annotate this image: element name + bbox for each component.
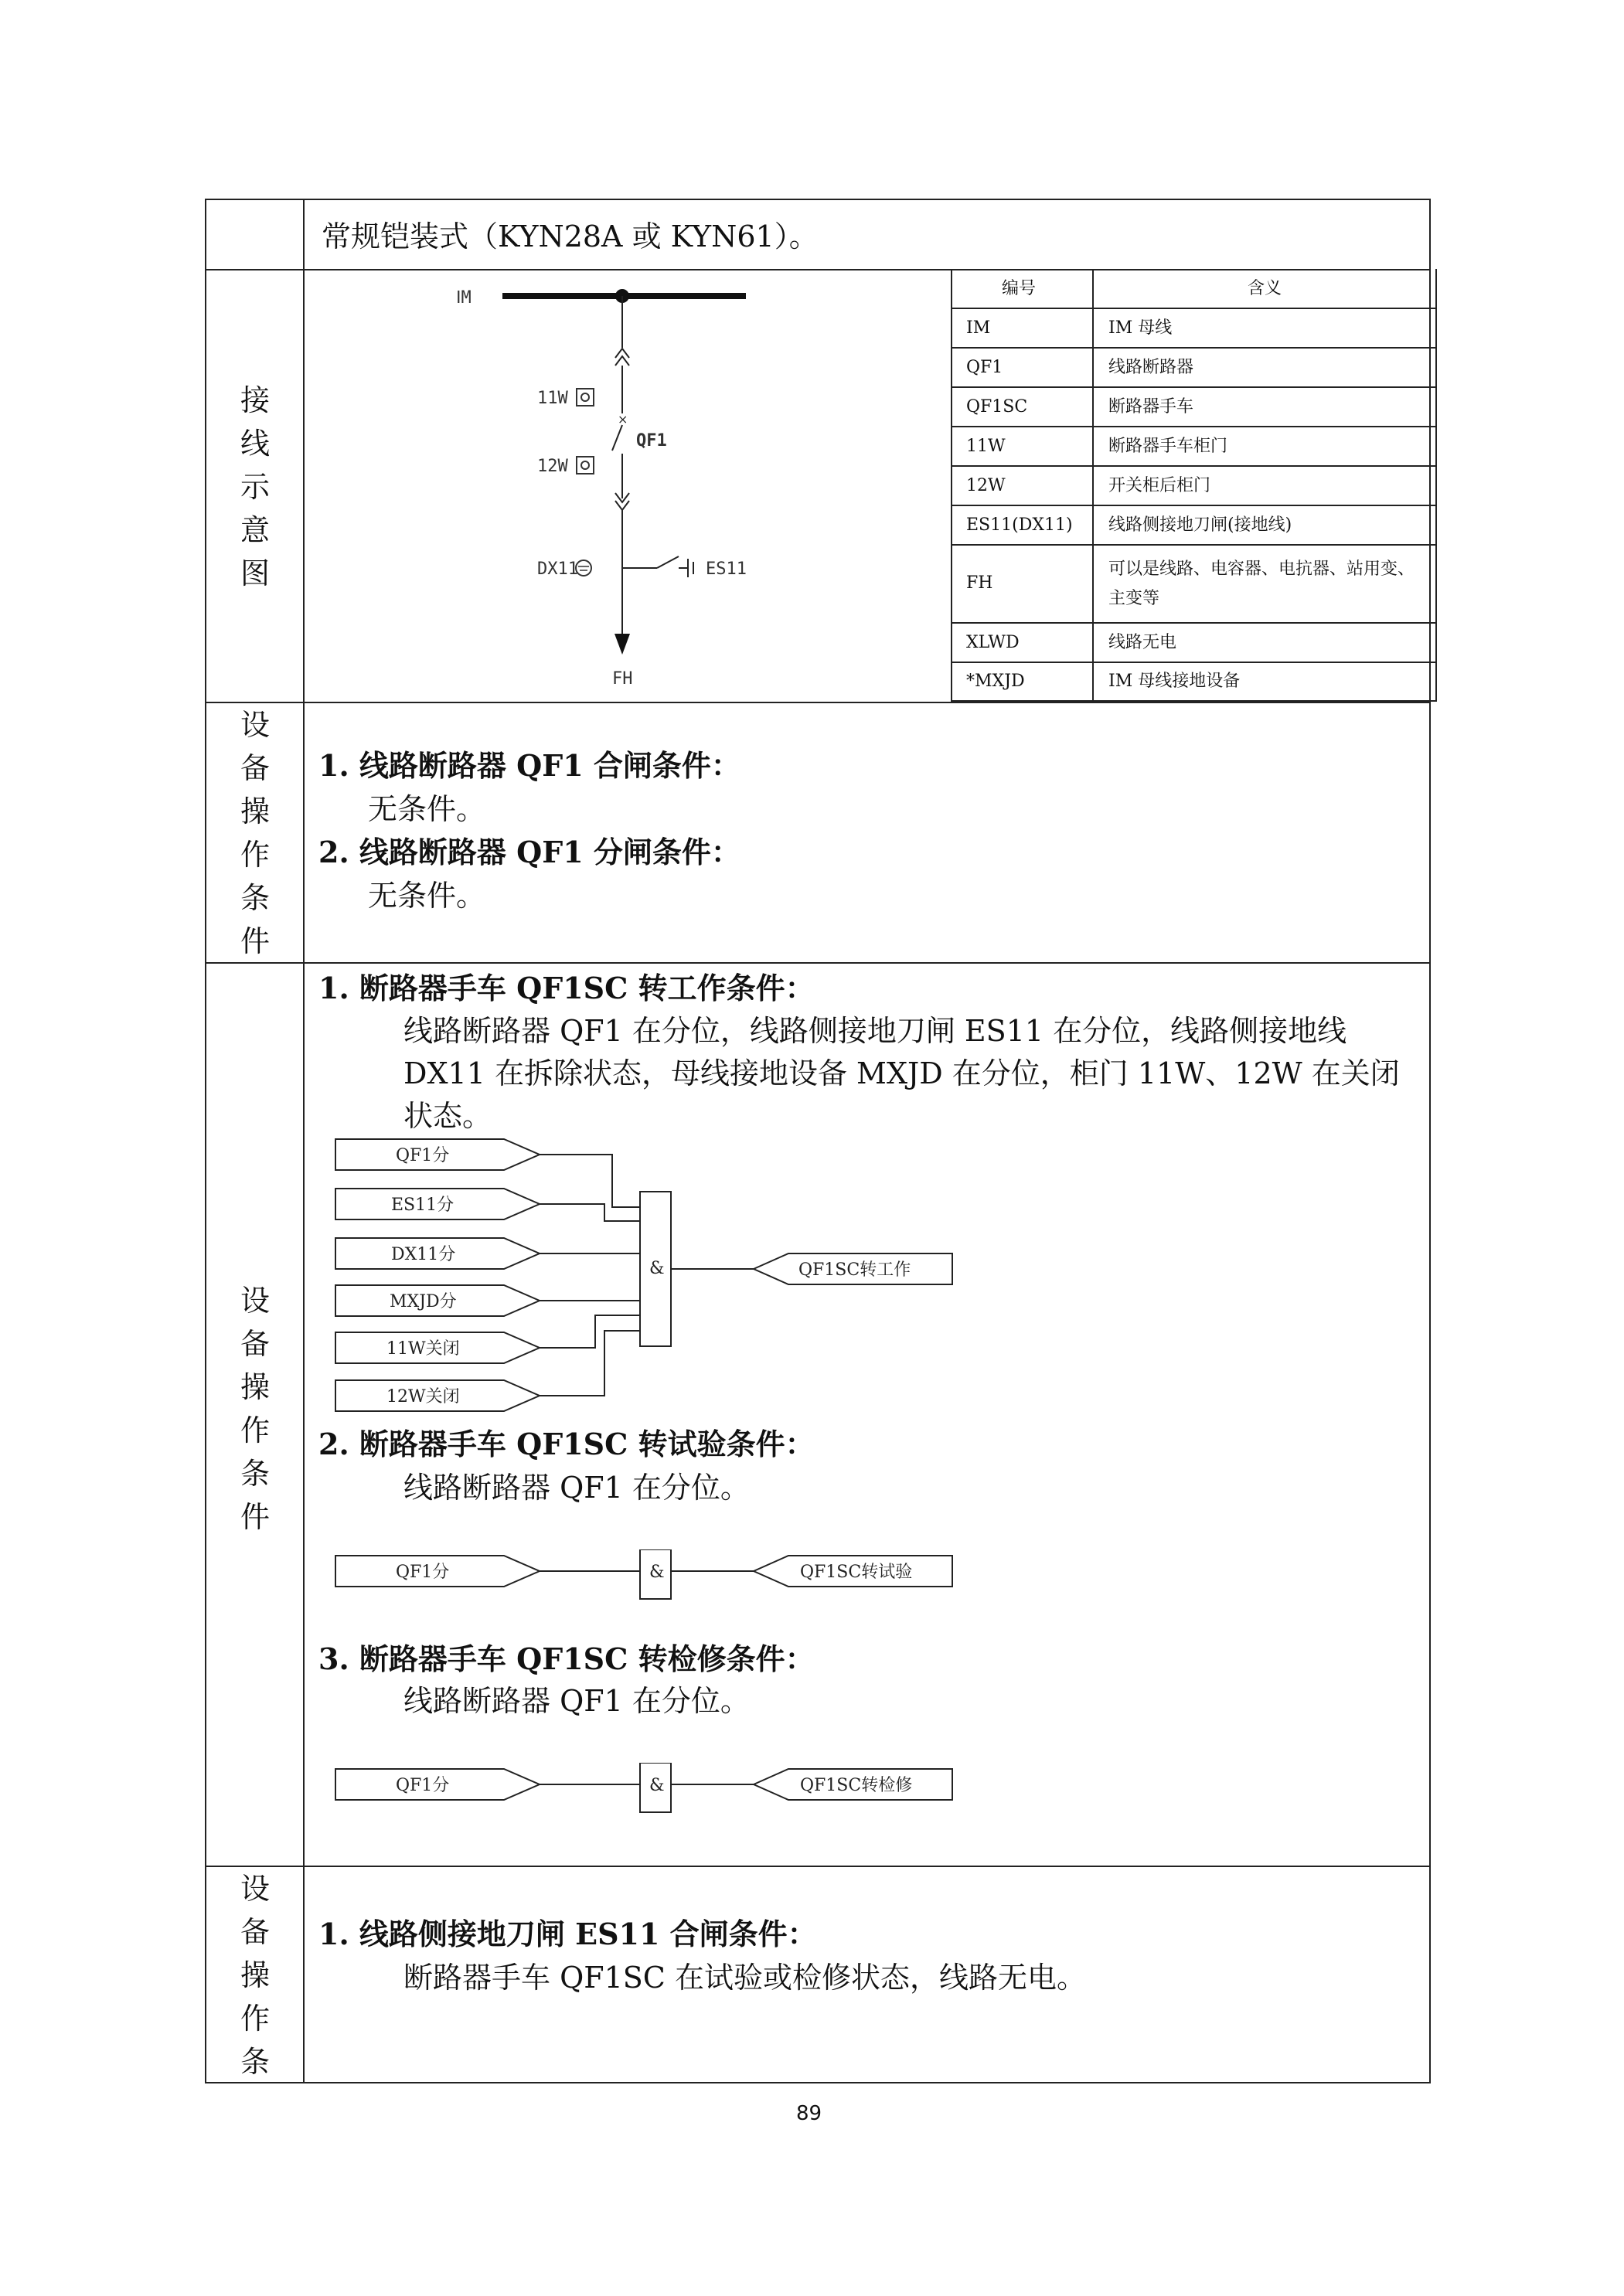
vertical-label-char: 件 (240, 924, 270, 958)
table-border-right (1429, 199, 1431, 2083)
legend-code: ES11(DX11) (966, 515, 1073, 535)
logic-input-label: QF1分 (396, 1776, 450, 1795)
legend-meaning: 开关柜后柜门 (1108, 476, 1211, 495)
logic-input (335, 1189, 540, 1219)
row-divider-2 (205, 702, 1431, 703)
and-gate-symbol: & (649, 1563, 665, 1582)
legend-code: *MXJD (966, 672, 1025, 691)
door-11w-icon (577, 389, 594, 406)
door-11w-icon-dot (581, 393, 589, 401)
condition-body: 线路断路器 QF1 在分位。 (403, 1471, 750, 1505)
legend-line-4 (951, 426, 1436, 427)
legend-meaning: 线路侧接地刀闸(接地线) (1108, 515, 1292, 535)
vertical-label-char: 操 (240, 1370, 270, 1404)
legend-meaning: 可以是线路、电容器、电抗器、站用变、主变等 (1108, 560, 1415, 608)
operation-conditions-label (232, 1867, 278, 2083)
legend-line-1 (951, 308, 1436, 309)
vertical-label-char: 作 (240, 2002, 270, 2036)
condition-heading: 3. 断路器手车 QF1SC 转检修条件： (318, 1641, 815, 1676)
fh-label: FH (612, 669, 633, 689)
logic-output-label: QF1SC转工作 (798, 1260, 911, 1280)
vertical-label-char: 备 (240, 1327, 270, 1361)
operation-conditions-label (232, 703, 278, 963)
legend-meaning: 断路器手车 (1108, 397, 1194, 417)
legend-code: XLWD (966, 633, 1020, 652)
vertical-label-char: 图 (240, 556, 270, 590)
logic-output-label: QF1SC转检修 (800, 1776, 913, 1795)
logic-wire (540, 1331, 640, 1396)
page-number: 89 (796, 2102, 822, 2125)
table-border-top (205, 199, 1431, 200)
legend-code: FH (966, 573, 993, 593)
legend-line-6 (951, 505, 1436, 506)
condition-body-line: 线路断路器 QF1 在分位，线路侧接地刀闸 ES11 在分位，线路侧接地线 (403, 1014, 1347, 1048)
condition-body: 无条件。 (368, 792, 486, 826)
logic-input (335, 1332, 540, 1363)
logic-input-label: QF1分 (396, 1146, 450, 1165)
logic-diagram-maintenance (332, 1763, 974, 1856)
door-12w-icon (577, 457, 594, 474)
vertical-label-char: 设 (240, 708, 270, 742)
vertical-label-char: 条 (240, 881, 270, 915)
row-divider-3 (205, 962, 1431, 964)
upper-plug-contact (615, 349, 629, 366)
legend-line-8 (951, 622, 1436, 624)
vertical-label-char: 设 (240, 1284, 270, 1318)
condition-heading: 2. 断路器手车 QF1SC 转试验条件： (318, 1427, 815, 1461)
dx11-label: DX11 (537, 560, 578, 579)
operation-conditions-label (232, 1279, 278, 1539)
door-12w-label: 12W (537, 457, 568, 476)
vertical-label-char: 备 (240, 751, 270, 785)
logic-input (335, 1285, 540, 1316)
legend-line-7 (951, 544, 1436, 546)
breaker-cross-mark: × (618, 412, 628, 427)
condition-body: 线路断路器 QF1 在分位。 (403, 1684, 750, 1718)
and-gate-symbol: & (649, 1259, 665, 1278)
condition-heading: 1. 线路断路器 QF1 合闸条件： (318, 748, 741, 783)
logic-input (335, 1139, 540, 1170)
vertical-label-char: 条 (240, 1457, 270, 1491)
bus-label: ⅠM (456, 288, 472, 308)
logic-diagram-work (332, 1136, 974, 1422)
legend-meaning: 线路断路器 (1108, 358, 1194, 377)
vertical-label-char: 设 (240, 1872, 270, 1906)
logic-input-label: QF1分 (396, 1563, 450, 1582)
vertical-label-char: 线 (240, 427, 270, 461)
vertical-label-char: 作 (240, 1413, 270, 1447)
logic-output-label: QF1SC转试验 (800, 1563, 913, 1582)
legend-code: 11W (966, 437, 1006, 456)
logic-input (335, 1238, 540, 1269)
legend-line-9 (951, 662, 1436, 663)
door-12w-icon-dot (581, 461, 589, 469)
vertical-label-char: 条 (240, 2045, 270, 2079)
legend-header-meaning: 含义 (1248, 279, 1282, 298)
legend-code: QF1 (966, 358, 1003, 377)
legend-code: 12W (966, 476, 1006, 495)
earth-switch-blade (657, 556, 679, 568)
legend-header-code: 编号 (1002, 279, 1037, 298)
row-divider-4 (205, 1866, 1431, 1867)
es11-label: ES11 (706, 560, 747, 579)
and-gate-symbol: & (649, 1776, 665, 1795)
condition-body-line: DX11 在拆除状态，母线接地设备 MXJD 在分位，柜门 11W、12W 在关闭 (403, 1056, 1400, 1090)
logic-input-label: ES11分 (391, 1196, 455, 1215)
condition-body: 无条件。 (368, 879, 486, 913)
single-line-diagram (433, 274, 943, 699)
logic-input (335, 1380, 540, 1411)
legend-meaning: ⅠM 母线 (1108, 318, 1173, 338)
logic-input-label: DX11分 (391, 1245, 456, 1264)
condition-heading: 2. 线路断路器 QF1 分闸条件： (318, 835, 741, 869)
logic-input-label: 11W关闭 (386, 1339, 460, 1359)
door-11w-label: 11W (537, 389, 568, 408)
condition-body: 断路器手车 QF1SC 在试验或检修状态，线路无电。 (403, 1961, 1086, 1995)
condition-body-line: 状态。 (403, 1099, 492, 1133)
vertical-label-char: 操 (240, 1958, 270, 1992)
logic-wire (540, 1155, 640, 1207)
vertical-label-char: 接 (240, 383, 270, 417)
logic-input-label: MXJD分 (390, 1292, 457, 1311)
vertical-label-char: 作 (240, 838, 270, 872)
condition-heading: 1. 线路侧接地刀闸 ES11 合闸条件： (318, 1917, 817, 1951)
legend-column-divider (1092, 269, 1094, 702)
table-column-divider (303, 199, 305, 2083)
row-divider-1 (205, 269, 1431, 270)
vertical-label-char: 备 (240, 1915, 270, 1949)
legend-code: QF1SC (966, 397, 1028, 417)
legend-meaning: 线路无电 (1108, 633, 1177, 652)
legend-code: ⅠM (966, 318, 991, 338)
vertical-label-char: 件 (240, 1500, 270, 1534)
vertical-label-char: 操 (240, 794, 270, 828)
logic-input-label: 12W关闭 (386, 1387, 460, 1407)
vertical-label-char: 示 (240, 470, 270, 504)
legend-border-right (1435, 269, 1437, 702)
legend-border-left (951, 269, 952, 702)
cabinet-type-text: 常规铠装式（KYN28A 或 KYN61）。 (322, 219, 819, 253)
legend-meaning: 断路器手车柜门 (1108, 437, 1228, 456)
legend-line-5 (951, 465, 1436, 467)
vertical-label-char: 意 (240, 513, 270, 547)
wiring-diagram-label (232, 379, 278, 595)
legend-line-3 (951, 386, 1436, 388)
qf1-label: QF1 (636, 431, 667, 451)
breaker-blade (612, 425, 622, 451)
ground-wire-icon (576, 560, 591, 576)
logic-diagram-test (332, 1549, 974, 1642)
legend-line-2 (951, 347, 1436, 349)
table-border-bottom (205, 2082, 1431, 2083)
legend-meaning: ⅠM 母线接地设备 (1108, 672, 1241, 691)
table-border-left (205, 199, 206, 2083)
legend-line-10 (951, 700, 1436, 702)
condition-heading: 1. 断路器手车 QF1SC 转工作条件： (318, 971, 815, 1005)
load-arrow (615, 634, 630, 655)
